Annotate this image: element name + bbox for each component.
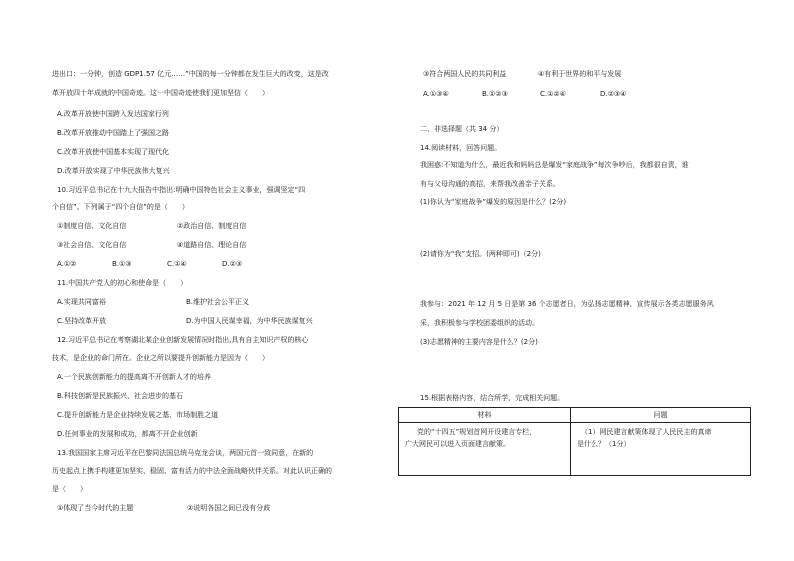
q12-option-b: B.科技创新是民族振兴、社会进步的基石 [57,392,184,400]
q11-text: 11.中国共产党人的初心和使命是（ ） [57,279,188,287]
table-row [399,423,751,476]
table-header-material: 材料 [399,408,571,423]
q13-item-1: ①体现了当今时代的主题 [57,504,134,512]
q14-question-2: (2)请你为“我”支招。(两种即可)（2分) [420,250,541,258]
q13-text-line2: 历史起点上携手构建更加坚实、稳固、富有活力的中法全面战略伙伴关系。对此认识正确的 [52,467,332,475]
q12-option-c: C.提升创新能力是企业持续发展之基、市场制胜之道 [57,411,219,419]
q9-text-line2: 革开放四十年成就的中国奇迹。这一中国奇迹使我们更加坚信（ ） [52,89,269,97]
q9-option-a: A.改革开放使中国跨入发达国家行列 [57,110,169,118]
q15-table [398,407,751,476]
q9-option-c: C.改革开放使中国基本实现了现代化 [57,148,170,156]
q12-option-a: A.一个民族创新能力的提高离不开创新人才的培养 [57,373,211,381]
q13-choice-c: C.①②④ [540,90,566,98]
q10-item-2: ②政治自信、制度自信 [177,222,247,230]
q14-text-line1: 我困惑:不知道为什么，最近我和妈妈总是爆发“家庭战争”每次争吵后，我都很自责，谁 [420,161,689,169]
q13-text-line3: 是（ ） [52,485,87,493]
q15-title: 15.根据表格内容，结合所学，完成相关问题。 [420,394,565,402]
q10-item-4: ④道路自信、理论自信 [177,241,247,249]
table-header-question: 问题 [571,408,751,423]
table-cell-material [399,423,571,476]
question-line1: （1）网民建言献策体现了人民民主的真谛 [581,428,712,436]
q10-text-line1: 10.习近平总书记在十九大报告中指出:明确中国特色社会主义事业，强调坚定“四 [57,186,306,194]
q13-text-line1: 13.我国国家主席习近平在巴黎同法国总统马克龙会谈，两国元首一致同意，在新的 [57,449,314,457]
q9-text-line1: 进出口：一分钟，创造 GDP1.57 亿元……”中国的每一分钟都在发生巨大的改变，这是改 [52,70,329,78]
q11-option-d: D.为中国人民谋幸福，为中华民族谋复兴 [186,317,313,325]
q12-option-d: D.任何事业的发展和成功，都离不开企业创新 [57,430,198,438]
q9-option-b: B.改革开放推动中国踏上了强国之路 [57,129,170,137]
q14-question-3: (3)志愿精神的主要内容是什么？(2分) [420,338,538,346]
table-cell-question [571,423,751,476]
material-line1: 党的“十四五”规划首网开设建言专栏， [417,428,537,436]
q14-text-line4: 采，我积极参与学校团委组织的活动。 [420,319,539,327]
q10-choice-c: C.①④ [167,260,187,268]
q10-item-1: ①制度自信、文化自信 [57,222,127,230]
q10-text-line2: 个自信”。下列属于“四个自信”的是（ ） [52,203,189,211]
q10-choice-a: A.①② [57,260,77,268]
q13-choice-a: A.①③④ [423,90,449,98]
q14-text-line2: 有与父母沟通的高招，来帮我改善亲子关系。 [420,180,560,188]
question-line2: 是什么？（1分） [577,440,631,448]
q11-option-c: C.坚持改革开放 [57,317,107,325]
section-2-heading: 二、非选择题（共 34 分） [420,125,504,133]
q14-text-line3: 我参与：2021 年 12 月 5 日是第 36 个志愿者日，为弘扬志愿精神，宣传展示各类志愿服务风 [420,300,714,308]
q13-item-3: ③符合两国人民的共同利益 [423,70,507,78]
q13-item-4: ④有利于世界的和平与发展 [538,70,622,78]
q10-choice-b: B.①③ [112,260,132,268]
q12-text-line1: 12.习近平总书记在考察湖北某企业创新发展情况时指出,具有自主知识产权的核心 [57,336,309,344]
q14-title: 14.阅读材料，回答问题。 [420,144,502,152]
q11-option-a: A.实现共同富裕 [57,298,106,306]
q12-text-line2: 技术，是企业的命门所在。企业之所以要提升创新能力是因为（ ） [52,354,269,362]
material-line2: 广大网民可以进入页面建言献策。 [405,440,510,448]
q13-choice-b: B.①②③ [482,90,508,98]
q11-option-b: B.维护社会公平正义 [186,298,250,306]
q13-choice-d: D.②③④ [600,90,627,98]
table-header-row [399,408,751,423]
q9-option-d: D.改革开放实现了中华民族伟大复兴 [57,167,170,175]
q10-choice-d: D.②③ [222,260,243,268]
q14-question-1: (1)你认为“家庭战争”爆发的原因是什么？(2分) [420,198,567,206]
q10-item-3: ③社会自信、文化自信 [57,241,127,249]
q13-item-2: ②说明各国之间已没有分歧 [187,504,271,512]
